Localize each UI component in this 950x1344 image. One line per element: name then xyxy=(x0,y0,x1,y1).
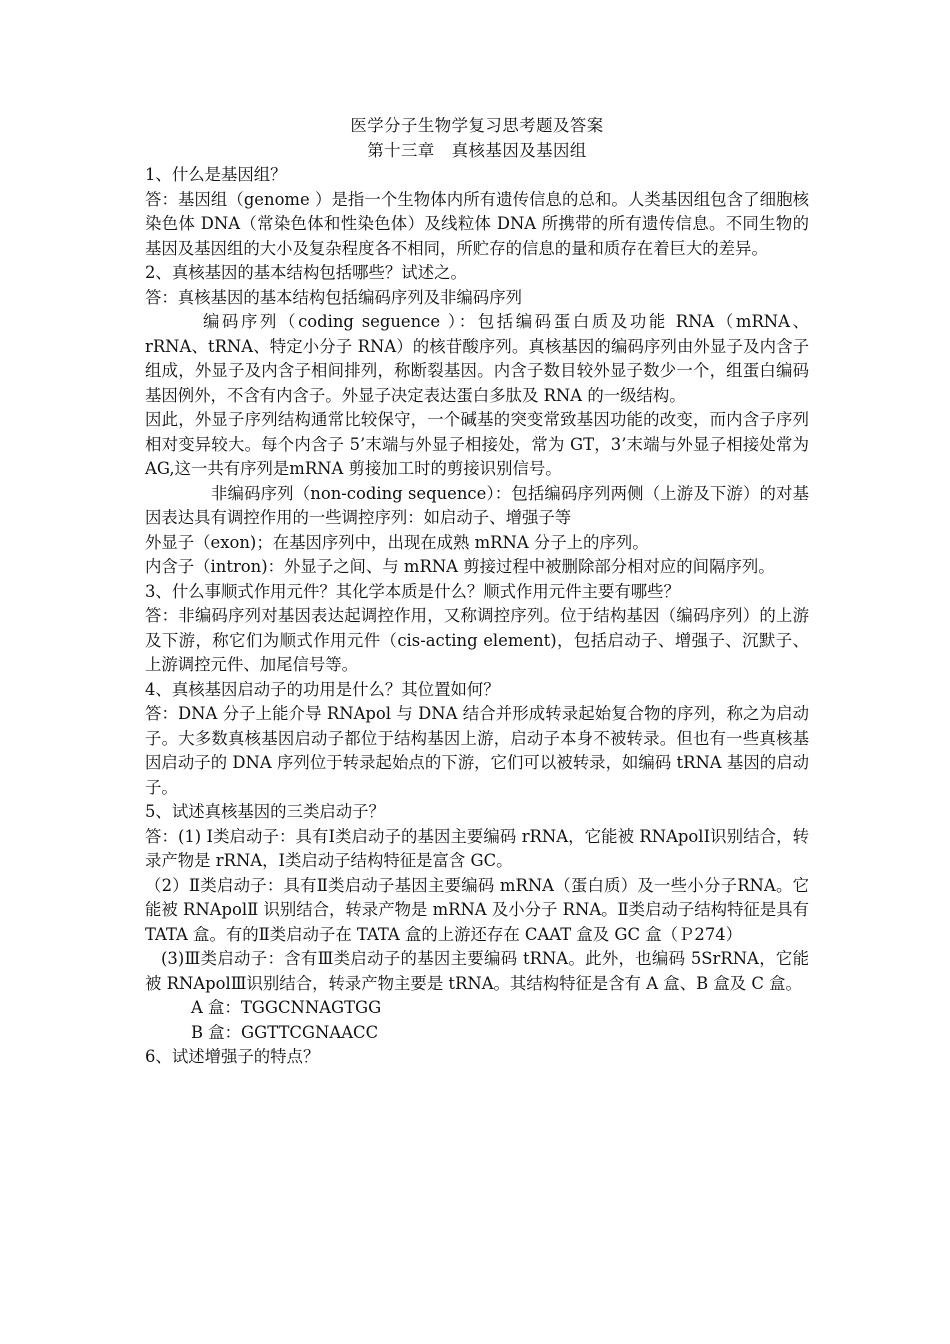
b-box-sequence: B 盒：GGTTCGNAACC xyxy=(191,1022,379,1042)
a-box-sequence: A 盒：TGGCNNAGTGG xyxy=(191,998,382,1017)
definition-exon: 外显子（exon)；在基因序列中，出现在成熟 mRNA 分子上的序列。 xyxy=(145,532,649,552)
chapter-heading: 第十三章 真核基因及基因组 xyxy=(367,140,587,160)
question-4: 4、真核基因启动子的功用是什么？其位置如何？ xyxy=(145,679,500,699)
document-body xyxy=(145,114,809,1070)
definition-intron: 内含子（intron)：外显子之间、与 mRNA 剪接过程中被删除部分相对应的间隔序列。 xyxy=(145,557,775,576)
answer-5-class-3: (3)Ⅲ类启动子：含有Ⅲ类启动子的基因主要编码 tRNA。此外，也编码 5SrRNA，它能被 RNApolⅢ识别结合，转录产物主要是 tRNA。其结构特征是含有 A 盒、B 盒及 C 盒。 xyxy=(145,949,809,993)
question-1: 1、什么是基因组？ xyxy=(145,165,287,184)
document-title: 医学分子生物学复习思考题及答案 xyxy=(350,116,604,135)
answer-5-class-2: （2）Ⅱ类启动子：具有Ⅱ类启动子基因主要编码 mRNA（蛋白质）及一些小分子RNA。它能被 RNApolⅡ 识别结合，转录产物是 mRNA 及小分子 RNA。Ⅱ类启动子结构特征是具有 TATA 盒。有的Ⅱ类启动子在 TATA 盒的上游还存在 CAAT 盒及 GC 盒（Ｐ274） xyxy=(145,875,809,944)
answer-1: 答：基因组（genome ）是指一个生物体内所有遗传信息的总和。人类基因组包含了细胞核染色体 DNA（常染色体和性染色体）及线粒体 DNA 所携带的所有遗传信息。不同生物的基因及基因组的大小及复杂程度各不相同，所贮存的信息的量和质存在着巨大的差异。 xyxy=(145,189,809,258)
answer-2-exon-conservation: 因此，外显子序列结构通常比较保守，一个碱基的突变常致基因功能的改变，而内含子序列相对变异较大。每个内含子 5’末端与外显子相接处，常为 GT，3’末端与外显子相接处常为AG,这一共有序列是mRNA 剪接加工时的剪接识别信号。 xyxy=(145,410,809,478)
answer-4: 答：DNA 分子上能介导 RNApol 与 DNA 结合并形成转录起始复合物的序列，称之为启动子。大多数真核基因启动子都位于结构基因上游，启动子本身不被转录。但也有一些真核基因启动子的 DNA 序列位于转录起始点的下游，它们可以被转录，如编码 tRNA 基因的启动子。 xyxy=(145,704,809,797)
question-5: 5、试述真核基因的三类启动子？ xyxy=(145,802,385,821)
answer-2-coding-sequence: 编码序列（coding seguence ）：包括编码蛋白质及功能 RNA（mRNA、rRNA、tRNA、特定小分子 RNA）的核苷酸序列。真核基因的编码序列由外显子及内含子组成，外显子及内含子相间排列，称断裂基因。内含子数目较外显子数少一个，组蛋白编码基因例外，不含有内含子。外显子决定表达蛋白多肽及 RNA 的一级结构。 xyxy=(145,312,809,405)
answer-5-class-1: 答：(1) Ⅰ类启动子：具有Ⅰ类启动子的基因主要编码 rRNA，它能被 RNApolⅠ识别结合，转录产物是 rRNA，Ⅰ类启动子结构特征是富含 GC。 xyxy=(145,826,809,870)
answer-2-noncoding-sequence: 非编码序列（non-coding sequence）：包括编码序列两侧（上游及下游）的对基因表达具有调控作用的一些调控序列：如启动子、增强子等 xyxy=(145,483,809,527)
question-6: 6、试述增强子的特点？ xyxy=(145,1047,320,1066)
answer-3: 答：非编码序列对基因表达起调控作用，又称调控序列。位于结构基因（编码序列）的上游及下游，称它们为顺式作用元件（cis-acting element)，包括启动子、增强子、沉默子、上游调控元件、加尾信号等。 xyxy=(145,606,809,674)
answer-2-intro: 答：真核基因的基本结构包括编码序列及非编码序列 xyxy=(145,287,522,307)
question-3: 3、什么事顺式作用元件？其化学本质是什么？顺式作用元件主要有哪些？ xyxy=(145,581,680,601)
question-2: 2、真核基因的基本结构包括哪些？试述之。 xyxy=(145,263,467,282)
